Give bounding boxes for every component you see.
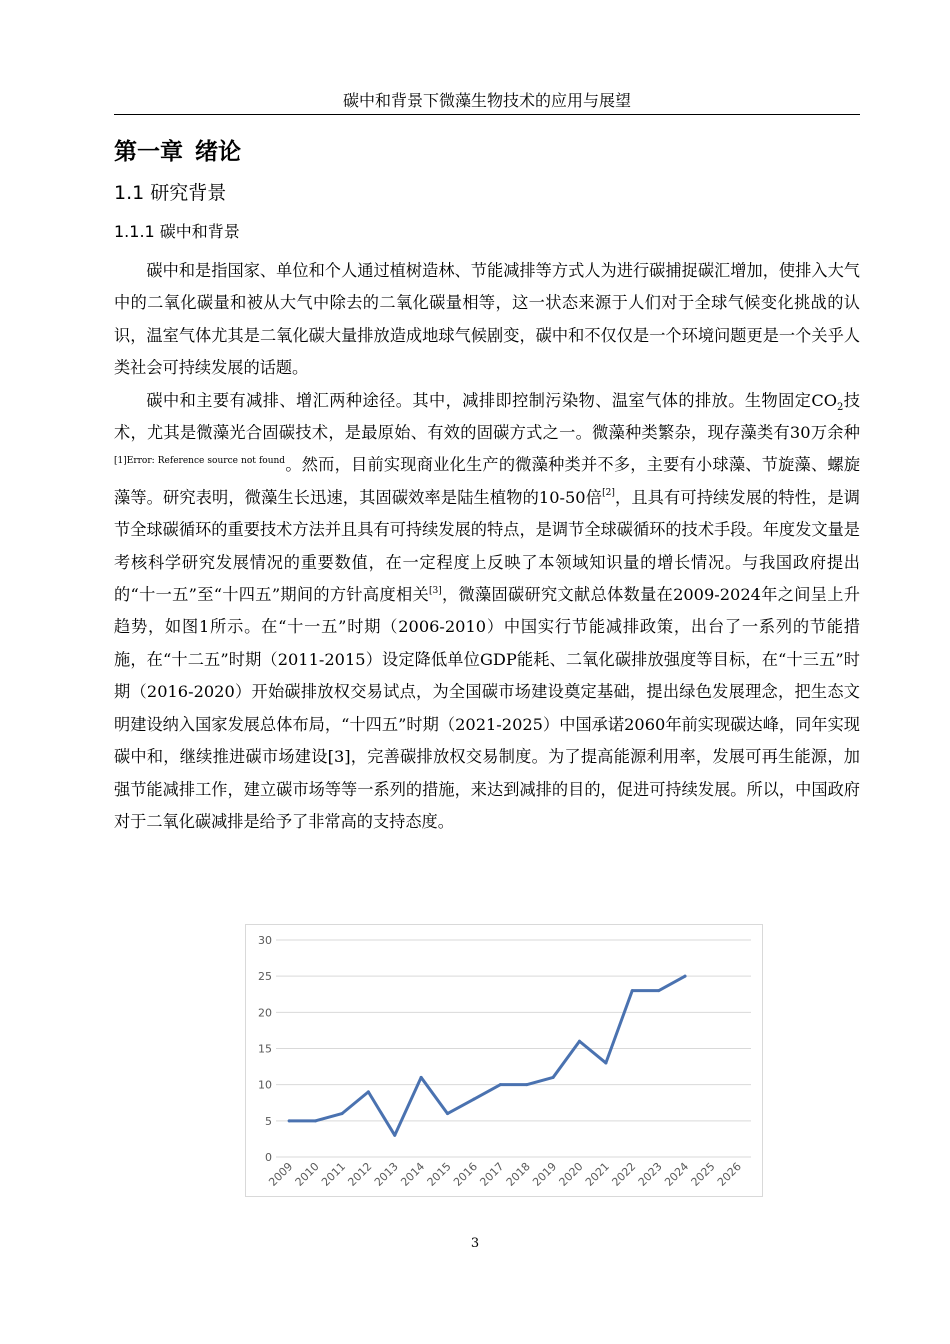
x-tick-label: 2012 xyxy=(345,1159,375,1189)
x-tick-label: 2009 xyxy=(266,1159,296,1189)
data-point xyxy=(288,1119,291,1122)
x-tick-label: 2017 xyxy=(477,1159,507,1189)
body-text xyxy=(114,255,860,838)
data-point xyxy=(472,1098,475,1101)
y-tick-label: 30 xyxy=(258,934,272,947)
y-tick-label: 10 xyxy=(258,1078,272,1092)
x-tick-label: 2015 xyxy=(424,1159,454,1189)
x-tick-label: 2020 xyxy=(556,1159,586,1189)
x-tick-label: 2026 xyxy=(714,1159,744,1189)
x-tick-label: 2014 xyxy=(398,1159,428,1189)
x-tick-label: 2011 xyxy=(319,1159,349,1189)
data-point xyxy=(499,1083,502,1086)
data-point xyxy=(684,975,687,978)
x-tick-label: 2023 xyxy=(635,1159,665,1189)
running-header: 碳中和背景下微藻生物技术的应用与展望 xyxy=(342,91,631,110)
paragraph-1: 碳中和是指国家、单位和个人通过植树造林、节能减排等方式人为进行碳捕捉碳汇增加，使排入大气中的二氧化碳量和被从大气中除去的二氧化碳量相等，这一状态来源于人们对于全球气候变化挑战的认识，温室气体尤其是二氧化碳大量排放造成地球气候剧变，碳中和不仅仅是一个环境问题更是一个关乎人类社会可持续发展的话题。 xyxy=(114,261,860,378)
chapter-number: 第一章 xyxy=(114,139,183,165)
series-line-0 xyxy=(289,976,685,1135)
data-point xyxy=(631,989,634,992)
header-rule xyxy=(114,114,860,115)
data-point xyxy=(393,1134,396,1137)
y-tick-label: 20 xyxy=(258,1006,272,1020)
chapter-heading xyxy=(114,134,241,170)
reference-2[interactable]: [2] xyxy=(602,488,615,499)
x-tick-label: 2019 xyxy=(530,1159,560,1189)
data-point xyxy=(604,1061,607,1064)
paragraph-2-part-1: 碳中和主要有减排、增汇两种途径。其中，减排即控制污染物、温室气体的排放。生物固定CO xyxy=(146,390,837,410)
x-tick-label: 2013 xyxy=(371,1159,401,1189)
data-point xyxy=(578,1040,581,1043)
reference-3[interactable]: [3] xyxy=(428,585,442,596)
data-point xyxy=(420,1076,423,1079)
y-tick-label: 25 xyxy=(258,970,272,984)
data-point xyxy=(314,1119,317,1122)
data-point xyxy=(552,1076,555,1079)
figure-1-chart xyxy=(245,924,763,1197)
x-tick-label: 2010 xyxy=(292,1159,322,1189)
x-tick-label: 2016 xyxy=(451,1159,481,1189)
subsection-heading: 1.1.1 碳中和背景 xyxy=(114,222,240,241)
data-point xyxy=(657,989,660,992)
page-number: 3 xyxy=(470,1236,480,1251)
x-tick-label: 2024 xyxy=(662,1159,692,1189)
paragraph-2-part-5: ，微藻固碳研究文献总体数量在2009-2024年之间呈上升趋势，如图1所示。在“十一五”时期（2006-2010）中国实行节能减排政策，出台了一系列的节能措施，在“十二五”时期（2011-2015）设定降低单位GDP能耗、二氧化碳排放强度等目标，在“十三五”时期（2016-2020）开始碳排放权交易试点，为全国碳市场建设奠定基础，提出绿色发展理念，把生态文明建设纳入国家发展总体布局，“十四五”时期（2021-2025）中国承诺2060年前实现碳达峰，同年实现碳中和，继续推进碳市场建设[3]，完善碳排放权交易制度。为了提高能源利用率，发展可再生能源，加强节能减排工作，建立碳市场等等一系列的措施，来达到减排的目的，促进可持续发展。所以，中国政府对于二氧化碳减排是给予了非常高的支持态度。 xyxy=(114,585,860,831)
x-tick-label: 2025 xyxy=(688,1159,718,1189)
data-point xyxy=(525,1083,528,1086)
y-tick-label: 5 xyxy=(265,1114,272,1128)
paragraph-2-part-4: ，且具有可持续发展的特性，是调节全球碳循环的重要技术方法并且具有可持续发展的特点，是调节全球碳循环的技术手段。年度发文量是考核科学研究发展情况的重要数值，在一定程度上反映了本领域知识量的增长情况。与我国政府提出的“十一五”至“十四五”期间的方针高度相关 xyxy=(114,487,860,605)
data-point xyxy=(446,1112,449,1115)
paragraph-2-part-2: 技术，尤其是微藻光合固碳技术，是最原始、有效的固碳方式之一。微藻种类繁杂，现存藻类有30万余种 xyxy=(114,390,860,443)
x-tick-label: 2018 xyxy=(503,1159,533,1189)
paragraph-2 xyxy=(114,385,860,839)
data-point xyxy=(367,1090,370,1093)
line-chart xyxy=(246,925,764,1198)
x-tick-label: 2022 xyxy=(609,1159,639,1189)
reference-1[interactable]: [1]Error: Reference source not found xyxy=(114,456,286,467)
section-heading: 1.1 研究背景 xyxy=(114,182,227,204)
y-tick-label: 0 xyxy=(265,1151,272,1164)
paragraph-2-part-3: 。然而，目前实现商业化生产的微藻种类并不多，主要有小球藻、节旋藻、螺旋藻等。研究表明，微藻生长迅速，其固碳效率是陆生植物的10-50倍 xyxy=(114,455,861,507)
chapter-title: 绪论 xyxy=(195,139,241,165)
y-tick-label: 15 xyxy=(258,1042,272,1056)
x-tick-label: 2021 xyxy=(582,1159,612,1189)
co2-subscript: 2 xyxy=(837,401,844,413)
data-point xyxy=(340,1112,343,1115)
